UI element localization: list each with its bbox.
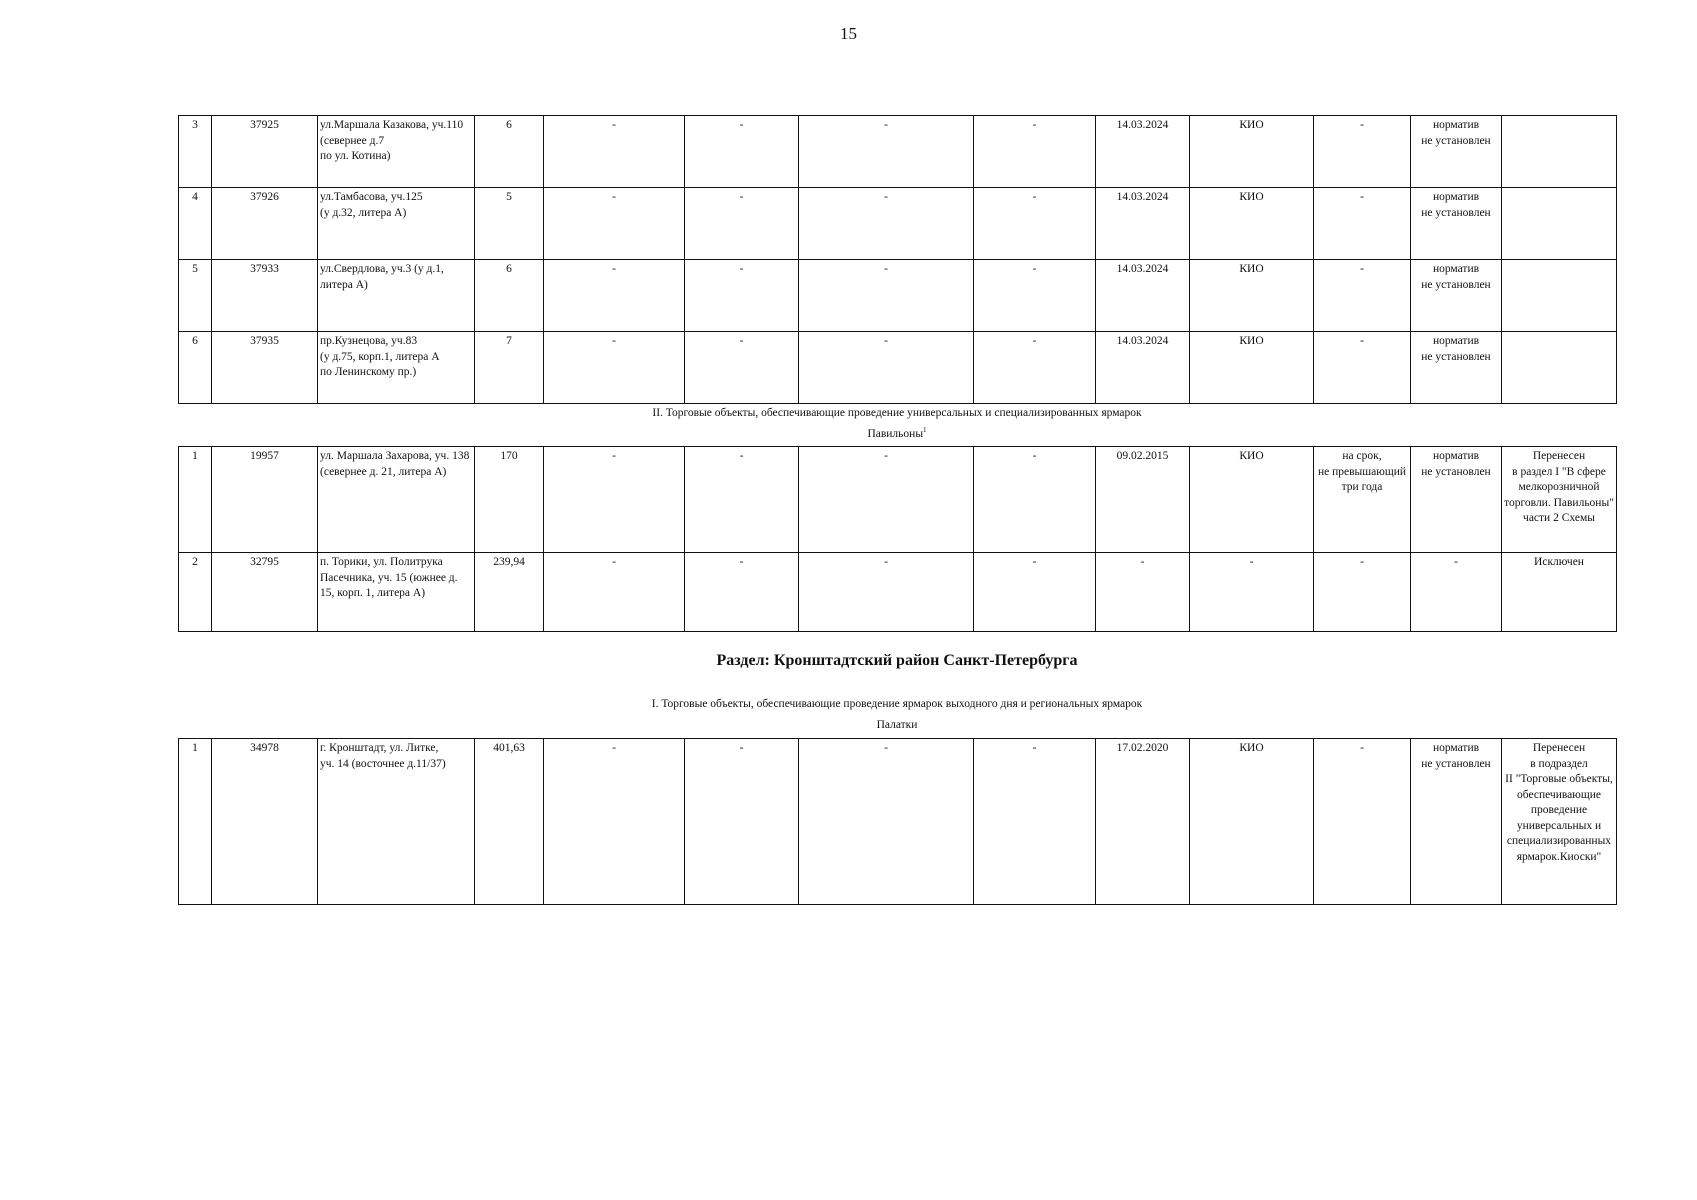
dash-cell-d: - bbox=[974, 739, 1096, 905]
pavilions-label: Павильоны bbox=[867, 428, 924, 440]
object-id-cell: 32795 bbox=[212, 553, 318, 632]
table-row bbox=[179, 447, 1617, 553]
table-row bbox=[179, 332, 1617, 404]
tents-caption: Палатки bbox=[876, 719, 918, 731]
dash-cell-c: - bbox=[799, 739, 974, 905]
note-cell: Исключен bbox=[1502, 553, 1617, 632]
address-cell: п. Торики, ул. Политрука Пасечника, уч. 15 (южнее д. 15, корп. 1, литера А) bbox=[318, 553, 475, 632]
dash-cell-d: - bbox=[974, 553, 1096, 632]
objects-table-1 bbox=[178, 115, 1617, 404]
norm-cell: - bbox=[1411, 553, 1502, 632]
dash-cell-a: - bbox=[544, 116, 685, 188]
dash-cell-a: - bbox=[544, 188, 685, 260]
authority-cell: КИО bbox=[1190, 739, 1314, 905]
area-cell: 7 bbox=[475, 332, 544, 404]
objects-table-3 bbox=[178, 738, 1617, 905]
dash-cell-d: - bbox=[974, 188, 1096, 260]
object-id-cell: 19957 bbox=[212, 447, 318, 553]
row-number-cell: 5 bbox=[179, 260, 212, 332]
area-cell: 170 bbox=[475, 447, 544, 553]
authority-cell: - bbox=[1190, 553, 1314, 632]
dash-cell-a: - bbox=[544, 260, 685, 332]
object-id-cell: 37935 bbox=[212, 332, 318, 404]
term-cell: на срок, не превышающий три года bbox=[1314, 447, 1411, 553]
dash-cell-c: - bbox=[799, 116, 974, 188]
address-cell: ул.Маршала Казакова, уч.110 (севернее д.7 по ул. Котина) bbox=[318, 116, 475, 188]
dash-cell-a: - bbox=[544, 553, 685, 632]
term-cell: - bbox=[1314, 553, 1411, 632]
area-cell: 401,63 bbox=[475, 739, 544, 905]
norm-cell: норматив не установлен bbox=[1411, 116, 1502, 188]
object-id-cell: 37933 bbox=[212, 260, 318, 332]
dash-cell-b: - bbox=[685, 447, 799, 553]
date-cell: 14.03.2024 bbox=[1096, 116, 1190, 188]
norm-cell: норматив не установлен bbox=[1411, 188, 1502, 260]
dash-cell-c: - bbox=[799, 447, 974, 553]
dash-cell-b: - bbox=[685, 116, 799, 188]
dash-cell-b: - bbox=[685, 332, 799, 404]
dash-cell-d: - bbox=[974, 447, 1096, 553]
objects-table-2 bbox=[178, 446, 1617, 632]
address-cell: пр.Кузнецова, уч.83 (у д.75, корп.1, литера А по Ленинскому пр.) bbox=[318, 332, 475, 404]
table-row bbox=[179, 260, 1617, 332]
term-cell: - bbox=[1314, 260, 1411, 332]
authority-cell: КИО bbox=[1190, 260, 1314, 332]
note-cell bbox=[1502, 260, 1617, 332]
address-cell: ул.Тамбасова, уч.125 (у д.32, литера А) bbox=[318, 188, 475, 260]
address-cell: ул.Свердлова, уч.3 (у д.1, литера А) bbox=[318, 260, 475, 332]
row-number-cell: 4 bbox=[179, 188, 212, 260]
date-cell: 14.03.2024 bbox=[1096, 332, 1190, 404]
authority-cell: КИО bbox=[1190, 447, 1314, 553]
object-id-cell: 37926 bbox=[212, 188, 318, 260]
area-cell: 239,94 bbox=[475, 553, 544, 632]
norm-cell: норматив не установлен bbox=[1411, 447, 1502, 553]
pavilions-caption bbox=[178, 428, 1616, 440]
address-cell: г. Кронштадт, ул. Литке, уч. 14 (восточнее д.11/37) bbox=[318, 739, 475, 905]
norm-cell: норматив не установлен bbox=[1411, 260, 1502, 332]
object-id-cell: 37925 bbox=[212, 116, 318, 188]
date-cell: 14.03.2024 bbox=[1096, 188, 1190, 260]
row-number-cell: 3 bbox=[179, 116, 212, 188]
term-cell: - bbox=[1314, 739, 1411, 905]
authority-cell: КИО bbox=[1190, 188, 1314, 260]
norm-cell: норматив не установлен bbox=[1411, 332, 1502, 404]
dash-cell-b: - bbox=[685, 188, 799, 260]
table-row bbox=[179, 553, 1617, 632]
dash-cell-d: - bbox=[974, 116, 1096, 188]
row-number-cell: 1 bbox=[179, 739, 212, 905]
authority-cell: КИО bbox=[1190, 332, 1314, 404]
table-row bbox=[179, 739, 1617, 905]
note-cell: Перенесен в подраздел II "Торговые объекты, обеспечивающие проведение универсальных и специализированных ярмарок.Киоски" bbox=[1502, 739, 1617, 905]
term-cell: - bbox=[1314, 116, 1411, 188]
row-number-cell: 6 bbox=[179, 332, 212, 404]
dash-cell-a: - bbox=[544, 447, 685, 553]
note-cell bbox=[1502, 188, 1617, 260]
dash-cell-c: - bbox=[799, 553, 974, 632]
area-cell: 6 bbox=[475, 116, 544, 188]
address-cell: ул. Маршала Захарова, уч. 138 (севернее д. 21, литера А) bbox=[318, 447, 475, 553]
date-cell: - bbox=[1096, 553, 1190, 632]
dash-cell-d: - bbox=[974, 260, 1096, 332]
date-cell: 09.02.2015 bbox=[1096, 447, 1190, 553]
dash-cell-b: - bbox=[685, 739, 799, 905]
row-number-cell: 2 bbox=[179, 553, 212, 632]
date-cell: 17.02.2020 bbox=[1096, 739, 1190, 905]
authority-cell: КИО bbox=[1190, 116, 1314, 188]
note-cell bbox=[1502, 116, 1617, 188]
area-cell: 6 bbox=[475, 260, 544, 332]
table-row bbox=[179, 188, 1617, 260]
term-cell: - bbox=[1314, 332, 1411, 404]
dash-cell-b: - bbox=[685, 553, 799, 632]
dash-cell-c: - bbox=[799, 332, 974, 404]
dash-cell-c: - bbox=[799, 188, 974, 260]
dash-cell-d: - bbox=[974, 332, 1096, 404]
term-cell: - bbox=[1314, 188, 1411, 260]
section-i-caption: I. Торговые объекты, обеспечивающие проведение ярмарок выходного дня и региональных ярмарок bbox=[651, 698, 1143, 710]
dash-cell-b: - bbox=[685, 260, 799, 332]
object-id-cell: 34978 bbox=[212, 739, 318, 905]
area-cell: 5 bbox=[475, 188, 544, 260]
norm-cell: норматив не установлен bbox=[1411, 739, 1502, 905]
date-cell: 14.03.2024 bbox=[1096, 260, 1190, 332]
section-ii-caption: II. Торговые объекты, обеспечивающие проведение универсальных и специализированных ярмарок bbox=[652, 407, 1142, 419]
table-row bbox=[179, 116, 1617, 188]
page-number: 15 bbox=[840, 24, 857, 43]
footnote-marker: 1 bbox=[923, 426, 927, 435]
row-number-cell: 1 bbox=[179, 447, 212, 553]
dash-cell-a: - bbox=[544, 332, 685, 404]
note-cell: Перенесен в раздел I "В сфере мелкорозничной торговли. Павильоны" части 2 Схемы bbox=[1502, 447, 1617, 553]
note-cell bbox=[1502, 332, 1617, 404]
dash-cell-c: - bbox=[799, 260, 974, 332]
district-heading: Раздел: Кронштадтский район Санкт-Петербурга bbox=[716, 652, 1078, 669]
dash-cell-a: - bbox=[544, 739, 685, 905]
